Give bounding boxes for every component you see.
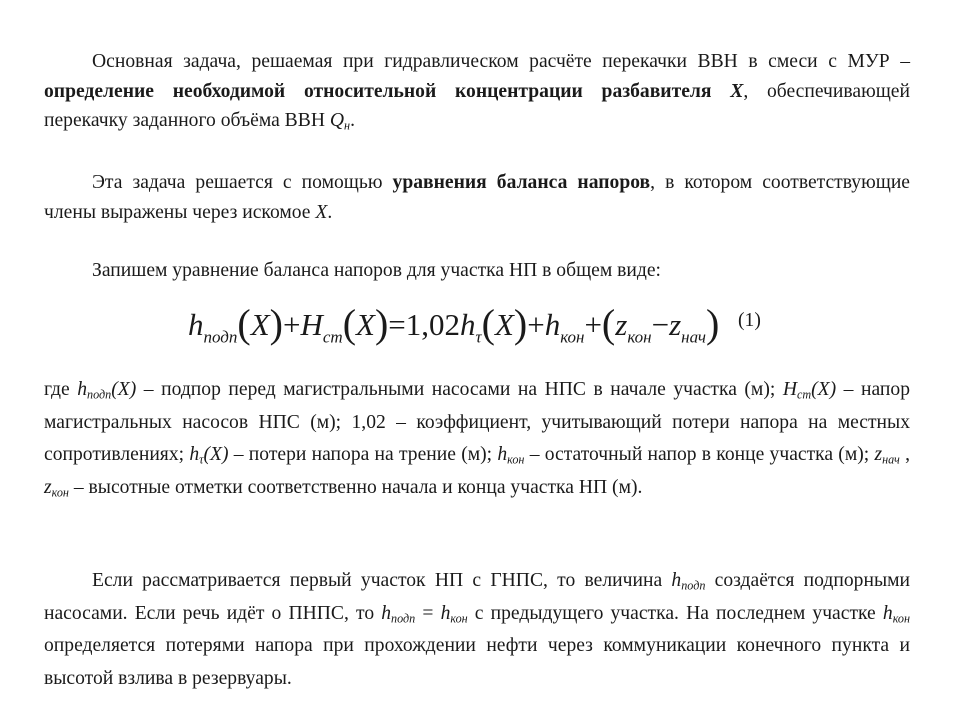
subscript: кон bbox=[507, 452, 525, 467]
symbol-x: X bbox=[315, 201, 328, 223]
subscript: кон bbox=[450, 611, 468, 626]
formula-h: h bbox=[544, 307, 561, 342]
paren: ( bbox=[237, 301, 251, 346]
text: . bbox=[327, 201, 333, 223]
paragraph-equation-intro: Запишем уравнение баланса напоров для участка НП в общем виде: bbox=[92, 260, 662, 281]
subscript: τ bbox=[199, 452, 204, 467]
text: – напор магистральных насосов НПС (м); 1,02 – коэффициент, учитывающий потери напора на местных сопротивлениях; bbox=[44, 379, 910, 465]
formula-subscript: кон bbox=[560, 327, 585, 347]
text: Эта задача решается с помощью bbox=[92, 172, 393, 193]
symbol-arg: (X) bbox=[203, 444, 229, 465]
formula-coefficient: 1,02 bbox=[405, 307, 461, 342]
equation-number: (1) bbox=[738, 310, 761, 331]
formula-subscript: τ bbox=[475, 327, 482, 347]
formula-x: X bbox=[250, 307, 270, 342]
formula-H: H bbox=[300, 307, 323, 342]
subscript: кон bbox=[892, 611, 910, 626]
text: Если рассматривается первый участок НП с ГНПС, то величина bbox=[92, 570, 672, 591]
formula-subscript: кон bbox=[627, 327, 652, 347]
symbol-H: H bbox=[782, 379, 797, 400]
text: , обеспечивающей перекачку заданного объёма ВВН bbox=[44, 80, 910, 131]
paragraph-task-solution bbox=[44, 168, 910, 227]
symbol-h: h bbox=[189, 444, 200, 465]
paragraph-definitions bbox=[44, 374, 910, 504]
text: = bbox=[415, 602, 441, 624]
bold-phrase-balance-equation: уравнения баланса напоров bbox=[392, 172, 651, 193]
text: . bbox=[350, 110, 355, 131]
symbol-q: Q bbox=[329, 110, 345, 131]
subscript: ст bbox=[796, 387, 812, 402]
text: – подпор перед магистральными насосами на НПС в начале участка (м); bbox=[136, 379, 776, 400]
paren: ) bbox=[513, 301, 528, 346]
symbol-h: h bbox=[671, 570, 682, 591]
bold-phrase-determination: определение необходимой относительной концентрации разбавителя bbox=[44, 80, 712, 102]
symbol-arg: (X) bbox=[111, 379, 137, 400]
text: , bbox=[899, 444, 910, 465]
paren: ) bbox=[374, 301, 389, 346]
text: определяется потерями напора при прохождении нефти через коммуникации конечного пункта и высотой взлива в резервуары. bbox=[44, 635, 910, 689]
formula-z: z bbox=[615, 307, 628, 342]
paren: ) bbox=[705, 301, 720, 346]
subscript: подп bbox=[391, 611, 416, 626]
symbol-h: h bbox=[381, 602, 392, 624]
paragraph-sections bbox=[44, 565, 910, 695]
text: с предыдущего участка. На последнем участке bbox=[467, 602, 883, 624]
text: создаётся подпорными насосами. Если речь идёт о ПНПС, то bbox=[44, 570, 910, 624]
paren: ( bbox=[342, 301, 357, 346]
symbol-z: z bbox=[44, 476, 52, 498]
paren: ( bbox=[601, 301, 616, 346]
subscript: подп bbox=[87, 387, 112, 402]
formula-subscript: нач bbox=[681, 327, 706, 347]
symbol-h: h bbox=[497, 444, 508, 465]
symbol-z: z bbox=[874, 444, 883, 465]
text: Основная задача, решаемая при гидравлическом расчёте перекачки ВВН в смеси с МУР – bbox=[92, 51, 910, 72]
symbol-h: h bbox=[882, 602, 893, 624]
formula-subscript: ст bbox=[322, 327, 343, 347]
subscript: подп bbox=[681, 578, 706, 593]
formula-x: X bbox=[356, 307, 375, 342]
balance-equation bbox=[188, 294, 748, 354]
text: – потери напора на трение (м); bbox=[228, 444, 498, 465]
symbol-x: X bbox=[730, 80, 744, 102]
text: – высотные отметки соответственно начала и конца участка НП (м). bbox=[68, 476, 643, 498]
text: , в котором соответствующие члены выражены через искомое bbox=[44, 172, 910, 223]
subscript: кон bbox=[51, 485, 69, 500]
formula-z: z bbox=[669, 307, 682, 342]
formula-h: h bbox=[188, 307, 204, 342]
subscript: нач bbox=[882, 452, 900, 467]
text: – остаточный напор в конце участка (м); bbox=[524, 444, 875, 465]
text: где bbox=[44, 379, 78, 400]
formula-plus: + bbox=[584, 307, 602, 342]
symbol-h: h bbox=[77, 379, 88, 400]
subscript: н bbox=[344, 118, 351, 133]
formula-equals: = bbox=[388, 307, 406, 342]
symbol-arg: (X) bbox=[811, 379, 837, 400]
formula-x: X bbox=[494, 307, 514, 342]
formula-minus: − bbox=[651, 307, 670, 342]
symbol-h: h bbox=[440, 602, 451, 624]
paren: ( bbox=[481, 301, 495, 346]
formula-subscript: подп bbox=[203, 327, 238, 347]
paren: ) bbox=[269, 301, 283, 346]
formula-h: h bbox=[460, 307, 476, 342]
paragraph-main-task bbox=[44, 47, 910, 136]
formula-plus: + bbox=[282, 307, 301, 342]
formula-plus: + bbox=[527, 307, 545, 342]
